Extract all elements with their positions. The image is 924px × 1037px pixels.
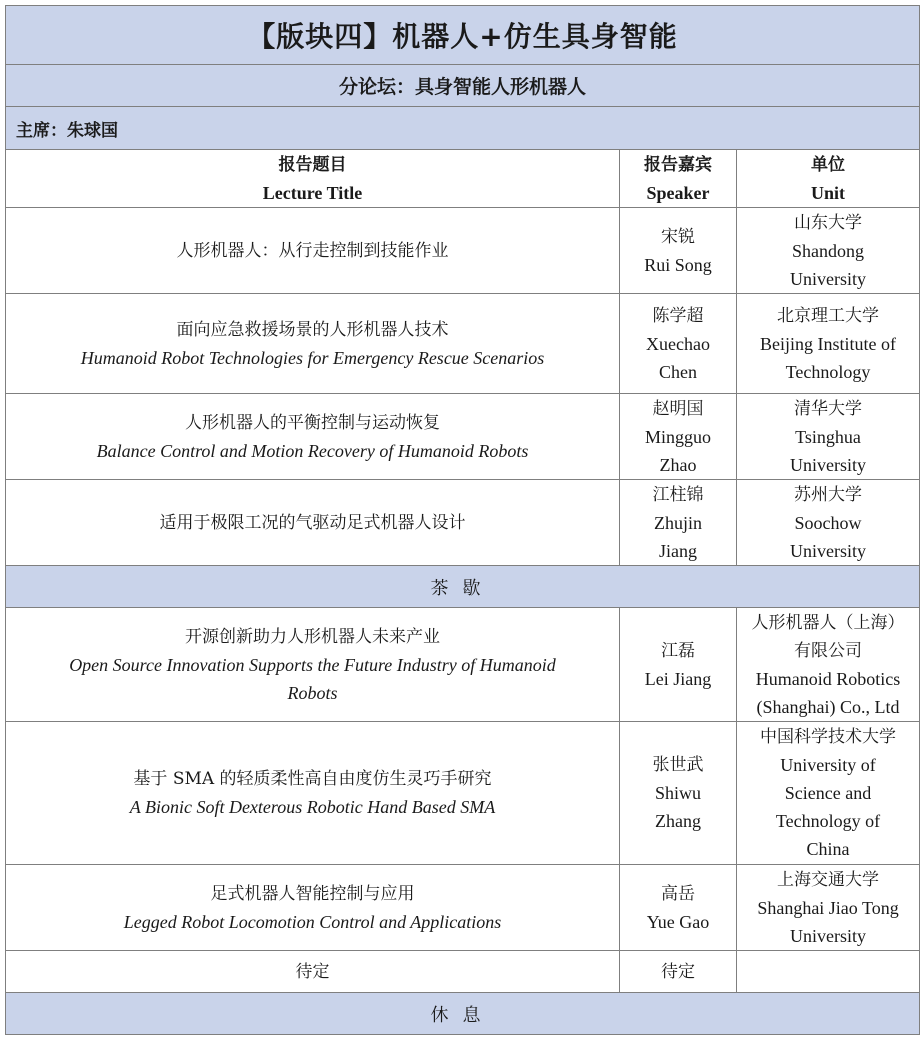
speaker-unit bbox=[737, 951, 920, 993]
column-header-unit: 单位 Unit bbox=[737, 150, 920, 208]
speaker-name: 宋锐 Rui Song bbox=[620, 208, 737, 294]
speaker-unit: 中国科学技术大学 University of Science and Technology of China bbox=[737, 722, 920, 865]
speaker-name: 陈学超 Xuechao Chen bbox=[620, 294, 737, 394]
lecture-title: 适用于极限工况的气驱动足式机器人设计 bbox=[6, 480, 620, 566]
table-row bbox=[6, 951, 920, 993]
speaker-name: 待定 bbox=[620, 951, 737, 993]
speaker-name: 江柱锦 Zhujin Jiang bbox=[620, 480, 737, 566]
lecture-title: 人形机器人：从行走控制到技能作业 bbox=[6, 208, 620, 294]
speaker-unit: 人形机器人（上海） 有限公司 Humanoid Robotics (Shanghai) Co., Ltd bbox=[737, 608, 920, 722]
table-row bbox=[6, 865, 920, 951]
lecture-title: 开源创新助力人形机器人未来产业 Open Source Innovation Supports the Future Industry of Humanoid Robots bbox=[6, 608, 620, 722]
session-title: 【版块四】机器人+仿生具身智能 bbox=[6, 6, 920, 65]
schedule-table bbox=[5, 5, 920, 1035]
table-row bbox=[6, 608, 920, 722]
column-header-title: 报告题目 Lecture Title bbox=[6, 150, 620, 208]
rest-row: 休息 bbox=[6, 993, 920, 1035]
speaker-unit: 苏州大学 Soochow University bbox=[737, 480, 920, 566]
lecture-title: 面向应急救援场景的人形机器人技术 Humanoid Robot Technologies for Emergency Rescue Scenarios bbox=[6, 294, 620, 394]
chair-label: 主席：朱球国 bbox=[6, 107, 920, 150]
table-row bbox=[6, 294, 920, 394]
speaker-name: 张世武 Shiwu Zhang bbox=[620, 722, 737, 865]
column-header-row bbox=[6, 150, 920, 208]
table-row bbox=[6, 394, 920, 480]
table-row bbox=[6, 722, 920, 865]
speaker-unit: 北京理工大学 Beijing Institute of Technology bbox=[737, 294, 920, 394]
speaker-unit: 上海交通大学 Shanghai Jiao Tong University bbox=[737, 865, 920, 951]
table-row bbox=[6, 208, 920, 294]
column-header-speaker: 报告嘉宾 Speaker bbox=[620, 150, 737, 208]
forum-title: 分论坛：具身智能人形机器人 bbox=[6, 65, 920, 107]
lecture-title: 基于 SMA 的轻质柔性高自由度仿生灵巧手研究 A Bionic Soft Dexterous Robotic Hand Based SMA bbox=[6, 722, 620, 865]
speaker-name: 江磊 Lei Jiang bbox=[620, 608, 737, 722]
lecture-title: 人形机器人的平衡控制与运动恢复 Balance Control and Motion Recovery of Humanoid Robots bbox=[6, 394, 620, 480]
speaker-name: 赵明国 Mingguo Zhao bbox=[620, 394, 737, 480]
table-row bbox=[6, 480, 920, 566]
lecture-title: 待定 bbox=[6, 951, 620, 993]
speaker-unit: 山东大学 Shandong University bbox=[737, 208, 920, 294]
tea-break-row: 茶歇 bbox=[6, 566, 920, 608]
lecture-title: 足式机器人智能控制与应用 Legged Robot Locomotion Control and Applications bbox=[6, 865, 620, 951]
speaker-name: 高岳 Yue Gao bbox=[620, 865, 737, 951]
speaker-unit: 清华大学 Tsinghua University bbox=[737, 394, 920, 480]
